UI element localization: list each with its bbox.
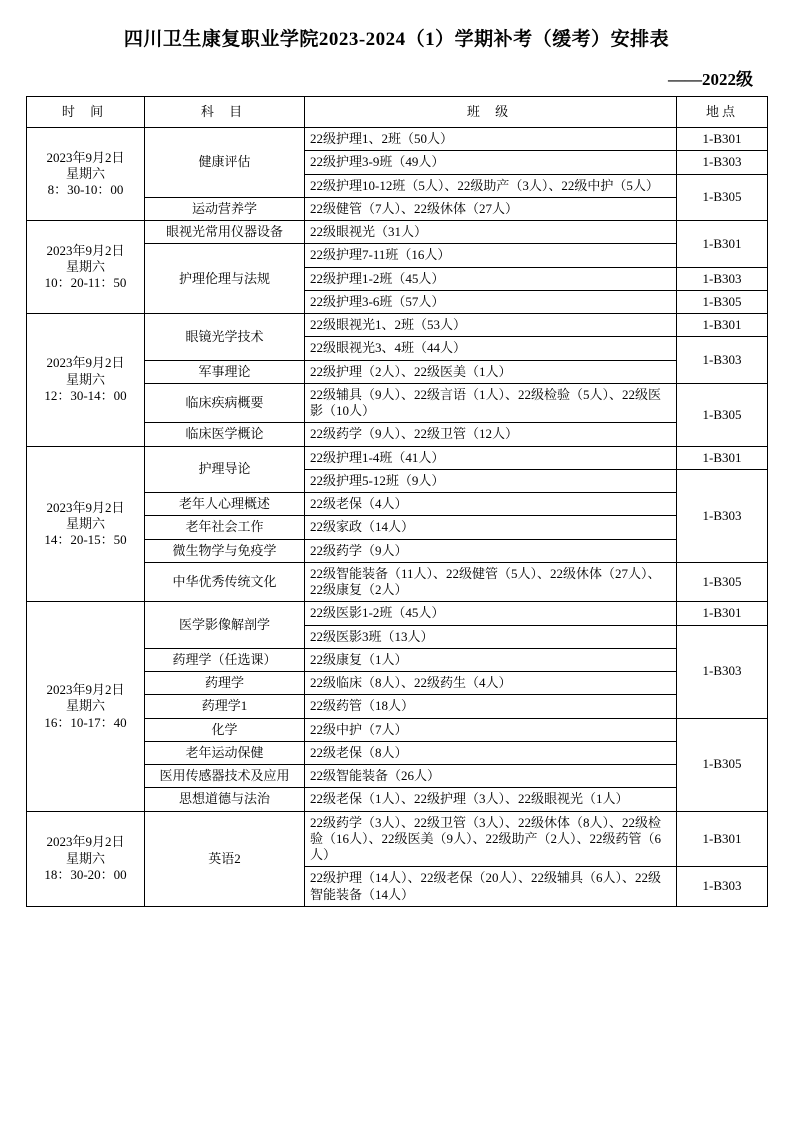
class-cell: 22级护理10-12班（5人）、22级助产（3人）、22级中护（5人） (305, 174, 677, 197)
time-weekday: 星期六 (65, 850, 105, 866)
time-slot-cell (27, 128, 145, 221)
subject-cell: 药理学 (145, 672, 305, 695)
class-cell: 22级智能装备（11人）、22级健管（5人）、22级休体（27人）、22级康复（2人） (305, 562, 677, 602)
class-cell: 22级智能装备（26人） (305, 765, 677, 788)
class-cell: 22级健管（7人）、22级休体（27人） (305, 197, 677, 220)
page-title: 四川卫生康复职业学院2023-2024（1）学期补考（缓考）安排表 (123, 29, 670, 50)
class-cell: 22级护理1、2班（50人） (305, 128, 677, 151)
time-range: 12：30-14：00 (44, 387, 127, 403)
place-cell: 1-B303 (677, 337, 768, 384)
class-cell: 22级临床（8人）、22级药生（4人） (305, 672, 677, 695)
time-weekday: 星期六 (65, 371, 105, 387)
class-cell: 22级医影3班（13人） (305, 625, 677, 648)
time-date: 2023年9月2日 (46, 499, 125, 515)
table-row (27, 128, 768, 151)
place-cell: 1-B301 (677, 811, 768, 867)
class-cell: 22级眼视光1、2班（53人） (305, 314, 677, 337)
subject-cell: 运动营养学 (145, 197, 305, 220)
header-subject: 科 目 (145, 97, 305, 128)
class-cell: 22级康复（1人） (305, 648, 677, 671)
time-slot-cell (27, 811, 145, 906)
time-slot-cell (27, 221, 145, 314)
place-cell: 1-B301 (677, 446, 768, 469)
class-cell: 22级眼视光（31人） (305, 221, 677, 244)
table-header (27, 97, 768, 128)
time-range: 14：20-15：50 (44, 532, 127, 547)
time-weekday: 星期六 (65, 515, 105, 531)
time-weekday: 星期六 (65, 258, 105, 274)
place-cell: 1-B301 (677, 602, 768, 625)
class-cell: 22级中护（7人） (305, 718, 677, 741)
place-cell: 1-B301 (677, 221, 768, 268)
time-date: 2023年9月2日 (46, 242, 125, 258)
subject-cell: 医用传感器技术及应用 (145, 765, 305, 788)
time-range: 10：20-11：50 (44, 275, 127, 291)
class-cell: 22级老保（8人） (305, 741, 677, 764)
class-cell: 22级药学（9人）、22级卫管（12人） (305, 423, 677, 446)
place-cell: 1-B303 (677, 469, 768, 562)
class-cell: 22级护理5-12班（9人） (305, 469, 677, 492)
exam-schedule-table (26, 96, 768, 907)
class-cell: 22级药管（18人） (305, 695, 677, 718)
table-row (27, 221, 768, 244)
header-time: 时 间 (27, 97, 145, 128)
time-date: 2023年9月2日 (46, 355, 125, 371)
subject-cell: 健康评估 (145, 128, 305, 198)
class-cell: 22级护理1-2班（45人） (305, 267, 677, 290)
header-row (27, 97, 768, 128)
class-cell: 22级护理（2人）、22级医美（1人） (305, 360, 677, 383)
subject-cell: 临床医学概论 (145, 423, 305, 446)
place-cell: 1-B301 (677, 314, 768, 337)
place-cell: 1-B305 (677, 718, 768, 811)
time-weekday: 星期六 (65, 165, 105, 181)
time-range: 16：10-17：40 (44, 714, 127, 730)
class-cell: 22级护理（14人）、22级老保（20人）、22级辅具（6人）、22级智能装备（14人） (305, 867, 677, 907)
table-body (27, 128, 768, 907)
header-class: 班 级 (305, 97, 677, 128)
time-slot-cell (27, 314, 145, 447)
subject-cell: 临床疾病概要 (145, 383, 305, 423)
time-range: 18：30-20：00 (44, 866, 127, 882)
subject-cell: 护理伦理与法规 (145, 244, 305, 314)
place-cell: 1-B305 (677, 290, 768, 313)
subject-cell: 思想道德与法治 (145, 788, 305, 811)
subject-cell: 老年运动保健 (145, 741, 305, 764)
subject-cell: 医学影像解剖学 (145, 602, 305, 649)
place-cell: 1-B303 (677, 625, 768, 718)
table-row (27, 314, 768, 337)
subject-cell: 药理学1 (145, 695, 305, 718)
place-cell: 1-B303 (677, 267, 768, 290)
time-slot-cell (27, 446, 145, 602)
subject-cell: 化学 (145, 718, 305, 741)
class-cell: 22级眼视光3、4班（44人） (305, 337, 677, 360)
subject-cell: 微生物学与免疫学 (145, 539, 305, 562)
class-cell: 22级老保（1人）、22级护理（3人）、22级眼视光（1人） (305, 788, 677, 811)
place-cell: 1-B305 (677, 562, 768, 602)
grade-subtitle: ——2022级 (668, 70, 753, 89)
place-cell: 1-B305 (677, 174, 768, 221)
subject-cell: 老年人心理概述 (145, 493, 305, 516)
class-cell: 22级老保（4人） (305, 493, 677, 516)
time-date: 2023年9月2日 (46, 834, 125, 850)
subject-cell: 护理导论 (145, 446, 305, 493)
subject-cell: 军事理论 (145, 360, 305, 383)
class-cell: 22级护理3-9班（49人） (305, 151, 677, 174)
subject-cell: 眼镜光学技术 (145, 314, 305, 361)
subject-cell: 中华优秀传统文化 (145, 562, 305, 602)
time-range: 8：30-10：00 (47, 182, 124, 198)
table-row (27, 446, 768, 469)
class-cell: 22级辅具（9人）、22级言语（1人）、22级检验（5人）、22级医影（10人） (305, 383, 677, 423)
class-cell: 22级护理1-4班（41人） (305, 446, 677, 469)
time-date: 2023年9月2日 (46, 149, 125, 165)
class-cell: 22级药学（3人）、22级卫管（3人）、22级休体（8人）、22级检验（16人）、22级医美（9人）、22级助产（2人）、22级药管（6人） (305, 811, 677, 867)
subject-cell: 英语2 (145, 811, 305, 906)
table-row (27, 811, 768, 867)
time-weekday: 星期六 (65, 698, 105, 714)
subject-cell: 老年社会工作 (145, 516, 305, 539)
table-row (27, 602, 768, 625)
header-place: 地点 (677, 97, 768, 128)
class-cell: 22级护理3-6班（57人） (305, 290, 677, 313)
time-slot-cell (27, 602, 145, 811)
place-cell: 1-B301 (677, 128, 768, 151)
subject-cell: 药理学（任选课） (145, 648, 305, 671)
subject-cell: 眼视光常用仪器设备 (145, 221, 305, 244)
class-cell: 22级医影1-2班（45人） (305, 602, 677, 625)
class-cell: 22级药学（9人） (305, 539, 677, 562)
place-cell: 1-B303 (677, 151, 768, 174)
class-cell: 22级护理7-11班（16人） (305, 244, 677, 267)
place-cell: 1-B303 (677, 867, 768, 907)
class-cell: 22级家政（14人） (305, 516, 677, 539)
place-cell: 1-B305 (677, 383, 768, 446)
time-date: 2023年9月2日 (46, 682, 125, 697)
